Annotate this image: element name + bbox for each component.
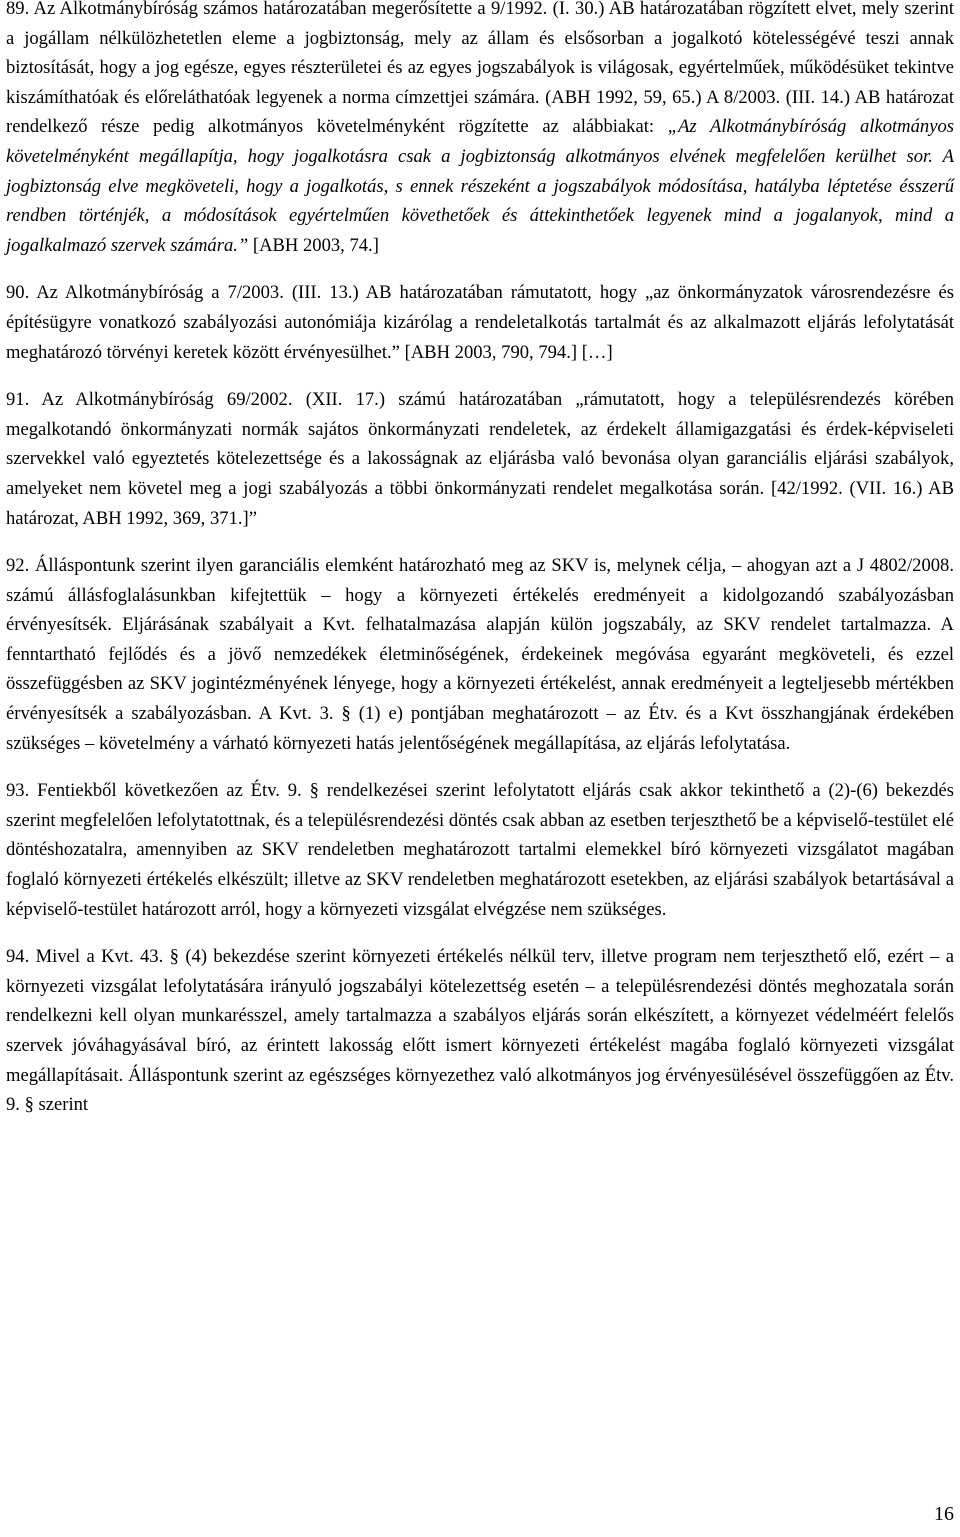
paragraph-90 [6, 278, 954, 367]
page-number: 16 [934, 1503, 954, 1525]
paragraph-89-text: 89. Az Alkotmánybíróság számos határozatában megerősítette a 9/1992. (I. 30.) AB határozatában rögzített elvet, mely szerint a jogállam nélkülözhetetlen eleme a jogbiztonság, mely az állam és elsősorban a jogalkotó kötelességévé teszi annak biztosítását, hogy a jog egésze, egyes részterületei és az egyes jogszabályok is világosak, egyértelműek, működésüket tekintve kiszámíthatóak és előreláthatóak legyenek a norma címzettjei számára. (ABH 1992, 59, 65.) A 8/2003. (III. 14.) AB határozat rendelkező része pedig alkotmányos követelményként rögzítette az alábbiakat: [6, 0, 954, 138]
paragraph-89-quote: „Az Alkotmánybíróság alkotmányos követelményként megállapítja, hogy jogalkotásra csak a jogbiztonság alkotmányos elvének megfelelően kerülhet sor. A jogbiztonság elve megköveteli, hogy a jogalkotás, s ennek részeként a jogszabályok módosítása, hatályba léptetése ésszerű rendben történjék, a módosítások egyértelműen követhetőek és áttekinthetőek legyenek mind a jogalanyok, mind a jogalkalmazó szervek számára.” [6, 116, 954, 256]
paragraph-93-text: 93. Fentiekből következően az Étv. 9. § rendelkezései szerint lefolytatott eljárás csak akkor tekinthető a (2)-(6) bekezdés szerint megfelelően lefolytatottnak, és a településrendezési döntés csak abban az esetben terjeszthető be a képviselő-testület elé döntéshozatalra, amennyiben az SKV rendeletben meghatározott tartalmi elemekkel bíró környezeti vizsgálatot magában foglaló környezeti értékelés elkészült; illetve az SKV rendeletben meghatározott esetekben, az eljárási szabályok betartásával a képviselő-testület határozott arról, hogy a környezeti vizsgálat elvégzése nem szükséges. [6, 780, 954, 920]
paragraph-92 [6, 551, 954, 758]
paragraph-92-text: 92. Álláspontunk szerint ilyen garanciális elemként határozható meg az SKV is, melynek célja, – ahogyan azt a J 4802/2008. számú állásfoglalásunkban kifejtettük – hogy a környezeti értékelés eredményeit a kidolgozandó szabályozásban érvényesítsék. Eljárásának szabályait a Kvt. felhatalmazása alapján külön jogszabály, az SKV rendelet tartalmazza. A fenntartható fejlődés és a jövő nemzedékek életminőségének, érdekeinek megóvása egyaránt megköveteli, és ezzel összefüggésben az SKV jogintézményének lényege, hogy a környezeti értékelést, annak eredményeit a legteljesebb mértékben érvényesítsék a szabályozásban. A Kvt. 3. § (1) e) pontjában meghatározott – az Étv. és a Kvt összhangjának érdekében szükséges – követelmény a várható környezeti hatás jelentőségének megállapítása, az eljárás lefolytatása. [6, 555, 954, 754]
paragraph-93 [6, 776, 954, 924]
paragraph-89 [6, 0, 954, 260]
document-body [6, 0, 954, 1120]
paragraph-94 [6, 942, 954, 1120]
paragraph-94-text: 94. Mivel a Kvt. 43. § (4) bekezdése szerint környezeti értékelés nélkül terv, illetve program nem terjeszthető elő, ezért – a környezeti vizsgálat lefolytatására irányuló jogszabályi kötelezettség esetén – a településrendezési döntés meghozatala során rendelkezni kell olyan munkarésszel, amely tartalmazza a szabályos eljárás során elkészített, a környezet védelméért felelős szervek jóváhagyásával bíró, az érintett lakosság előtt ismert környezeti értékelést magába foglaló környezeti vizsgálat megállapításait. Álláspontunk szerint az egészséges környezethez való alkotmányos jog érvényesülésével összefüggően az Étv. 9. § szerint [6, 946, 954, 1116]
paragraph-91 [6, 385, 954, 533]
paragraph-91-text: 91. Az Alkotmánybíróság 69/2002. (XII. 17.) számú határozatában „rámutatott, hogy a településrendezés körében megalkotandó önkormányzati normák sajátos önkormányzati rendeletek, az érdekelt államigazgatási és érdek-képviseleti szervekkel való egyeztetés kötelezettsége és a lakosságnak az eljárásba való bevonása olyan garanciális eljárási szabályok, amelyeket nem követel meg a jogi szabályozás a többi önkormányzati rendelet megalkotása során. [42/1992. (VII. 16.) AB határozat, ABH 1992, 369, 371.]” [6, 389, 954, 529]
paragraph-89-citation: [ABH 2003, 74.] [248, 234, 379, 256]
paragraph-90-text: 90. Az Alkotmánybíróság a 7/2003. (III. 13.) AB határozatában rámutatott, hogy „az önkormányzatok városrendezésre és építésügyre vonatkozó szabályozási autonómiája kizárólag a rendeletalkotás tartalmát és az alkalmazott eljárás lefolytatását meghatározó törvényi keretek között érvényesülhet.” [ABH 2003, 790, 794.] […] [6, 282, 954, 363]
